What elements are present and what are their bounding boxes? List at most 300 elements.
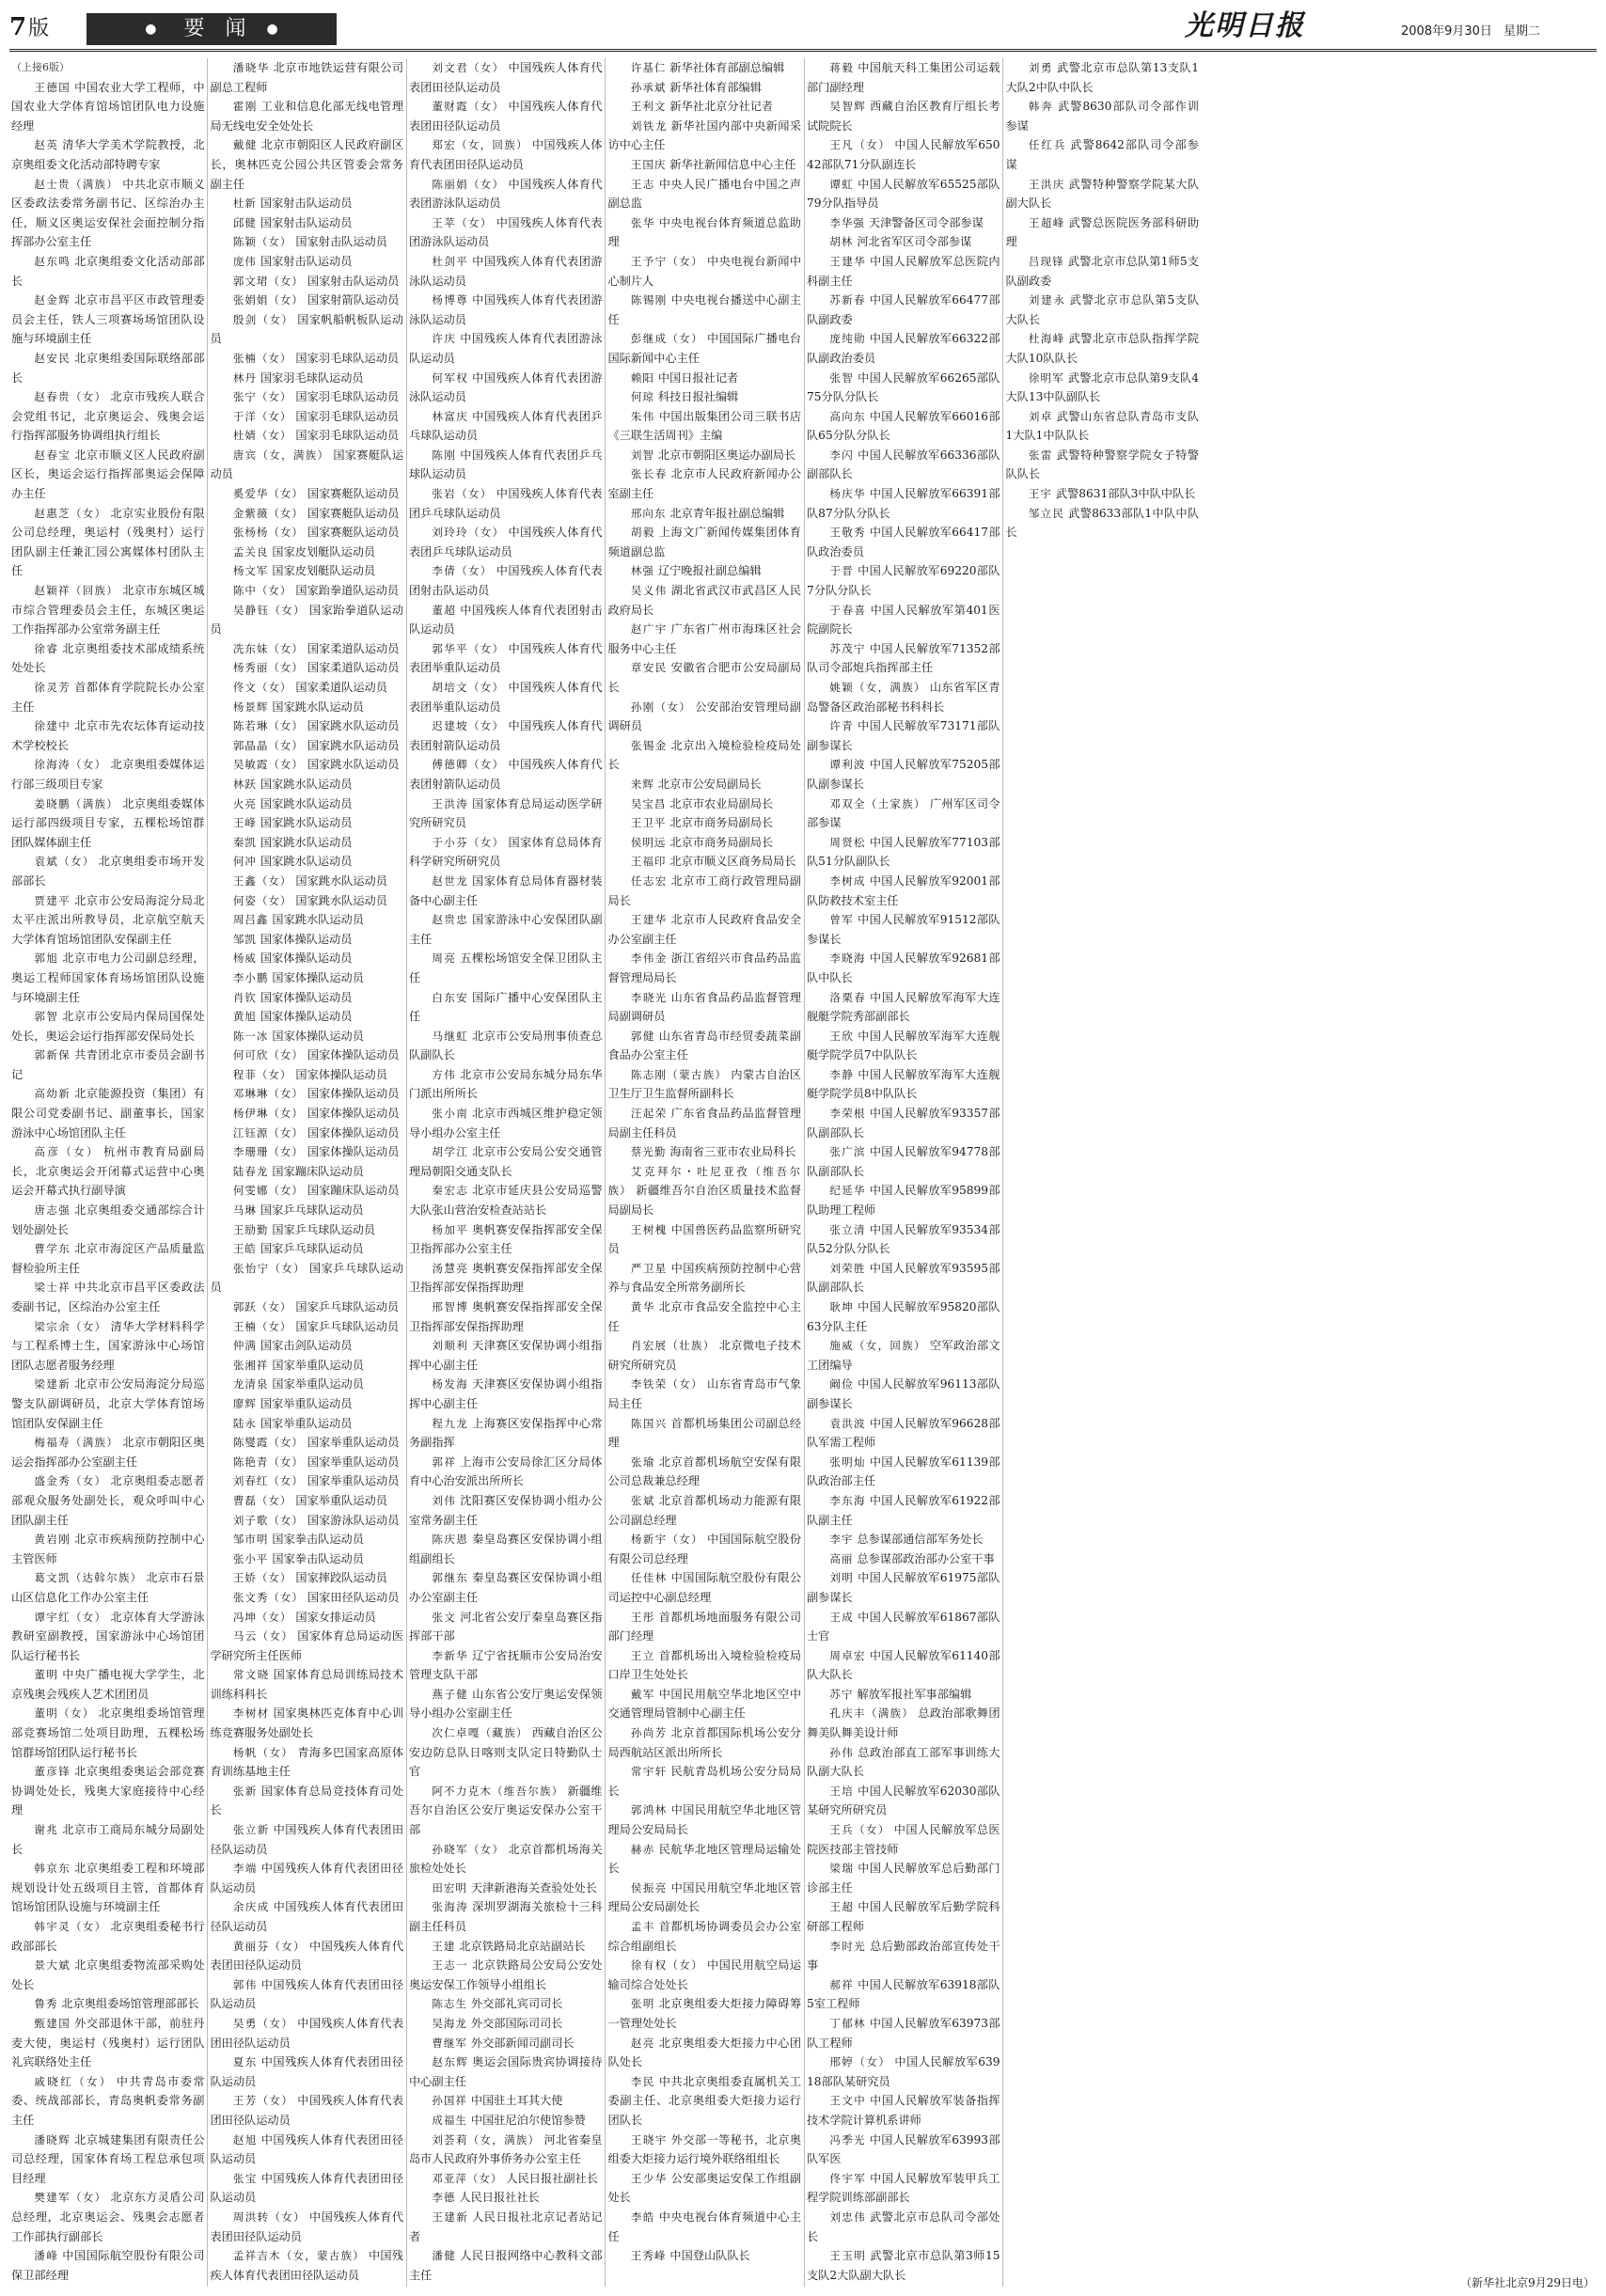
honoree-name: 任志宏 [630, 873, 668, 888]
source-note: （新华社北京9月29日电） [1460, 2276, 1595, 2289]
honoree-name: 董财霞（女） [432, 100, 505, 114]
honoree-position: 国家柔道队运动员 [307, 641, 400, 655]
honoree-entry [211, 1453, 404, 1472]
honoree-entry [211, 1743, 404, 1782]
honoree-name: 杨景辉 [232, 700, 269, 714]
honoree-position: 国家游泳队运动员 [307, 1513, 400, 1527]
honoree-entry [211, 678, 404, 698]
honoree-position: 中国人民解放军61867部队士官 [807, 1610, 1000, 1643]
honoree-position: 北京市海淀区产品质量监督检验所主任 [11, 1242, 205, 1275]
honoree-position: 国家女排运动员 [295, 1610, 376, 1624]
honoree-entry [608, 2034, 802, 2072]
honoree-name: 杜剑平 [432, 254, 469, 268]
honoree-position: 清华大学材料科学与工程系博士生，国家游泳中心场馆团队志愿者服务经理 [11, 1319, 205, 1372]
honoree-entry [409, 58, 603, 97]
honoree-entry [409, 369, 603, 407]
honoree-entry [807, 58, 1000, 97]
honoree-position: 国家举重队运动员 [307, 1436, 400, 1450]
honoree-entry [11, 1956, 205, 1994]
honoree-name: 赖阳 [630, 370, 654, 385]
honoree-name: 林丹 [232, 370, 257, 385]
honoree-entry [211, 272, 404, 291]
honoree-name: 潘健 [432, 2249, 457, 2263]
honoree-position: 北京东方灵盾公司总经理，北京奥运会、残奥会志愿者工作部执行副部长 [11, 2191, 205, 2243]
honoree-name: 常文晓 [232, 1668, 270, 1682]
honoree-name: 邹凯 [232, 932, 257, 946]
honoree-position: 中国残疾人体育代表团田径队运动员 [210, 2094, 404, 2127]
honoree-position: 中共北京市顺义区委政法委常务副书记、区综治办主任，顺义区奥运安保社会面控制分指挥部办公室主任 [11, 177, 205, 249]
honoree-name: 刘荣胜 [829, 1261, 866, 1275]
honoree-entry [409, 755, 603, 794]
honoree-name: 方伟 [432, 1067, 457, 1081]
honoree-entry [409, 1491, 603, 1530]
honoree-name: 高幼新 [34, 1087, 71, 1101]
honoree-position: 清华大学美术学院教授，北京奥组委文化活动部特聘专家 [11, 138, 205, 171]
honoree-entry [608, 1801, 802, 1839]
honoree-entry [608, 1453, 802, 1491]
honoree-name: 张华 [630, 215, 655, 229]
honoree-position: 国家体操队运动员 [260, 932, 353, 946]
honoree-position: 中国人民解放军92001部队防救技术室主任 [807, 873, 1000, 907]
honoree-entry [211, 1201, 404, 1220]
honoree-entry [409, 2091, 603, 2111]
honoree-entry [807, 1859, 1000, 1897]
honoree-name: 谭宇红（女） [34, 1610, 107, 1624]
honoree-entry [807, 1491, 1000, 1530]
honoree-entry [409, 1336, 603, 1375]
honoree-position: 公安部治安管理局副调研员 [607, 700, 802, 733]
honoree-position: 中国民用航空华北地区管理局公安局副处长 [607, 1880, 802, 1914]
honoree-entry [11, 291, 205, 349]
honoree-position: 总参谋部通信部军务处长 [857, 1533, 984, 1547]
honoree-position: 北京市公安局东城分局东华门派出所所长 [409, 1067, 603, 1101]
honoree-position: 中国残疾人体育代表团乒乓球队运动员 [409, 526, 603, 558]
honoree-position: 中国残疾人体育代表团田径队运动员 [210, 1823, 404, 1856]
honoree-name: 阚俭 [829, 1377, 855, 1392]
honoree-name: 殷剑（女） [232, 312, 294, 326]
honoree-entry [608, 581, 802, 620]
honoree-position: 中国人民解放军海军大连舰艇学院学员7中队队长 [807, 1029, 1000, 1062]
honoree-entry [11, 1007, 205, 1046]
honoree-entry [807, 1975, 1000, 2014]
honoree-position: 国家帆船帆板队运动员 [210, 312, 404, 346]
honoree-name: 李华强 [829, 215, 865, 229]
honoree-entry [211, 1897, 404, 1936]
honoree-entry [409, 135, 603, 174]
honoree-entry [608, 1162, 802, 1220]
honoree-entry [11, 2188, 205, 2246]
honoree-entry [409, 1181, 603, 1219]
date-line [1401, 21, 1597, 43]
honoree-position: 国家游泳中心安保团队副主任 [409, 913, 603, 946]
honoree-name: 邹立民 [1028, 506, 1065, 520]
honoree-entry [409, 1220, 603, 1259]
honoree-entry [807, 407, 1000, 446]
honoree-position: 北京奥组委场馆管理部竞赛场馆二处项目助理，五棵松场馆群场馆团队运行秘书长 [11, 1706, 205, 1759]
honoree-entry [807, 988, 1000, 1027]
honoree-position: 中国人民解放军93357部队副部队长 [807, 1107, 1000, 1140]
honoree-position: 国家举重队运动员 [307, 1455, 400, 1469]
honoree-position: 国家举重队运动员 [307, 1474, 400, 1488]
honoree-name: 郭继东 [432, 1571, 469, 1585]
honoree-entry [807, 1549, 1000, 1569]
honoree-position: 中国残疾人体育代表团游泳队运动员 [409, 215, 603, 249]
honoree-name: 李树成 [829, 873, 866, 888]
honoree-position: 广州军区司令部参谋 [807, 796, 1000, 830]
honoree-entry [807, 1530, 1000, 1549]
honoree-position: 山东省青岛市气象局主任 [607, 1377, 802, 1410]
honoree-position: 国际广播中心安保团队主任 [409, 990, 603, 1024]
honoree-entry [211, 1937, 404, 1975]
honoree-position: 中央电视台播送中心副主任 [607, 293, 802, 326]
honoree-name: 潘晓华 [232, 61, 270, 74]
honoree-entry [211, 833, 404, 853]
honoree-name: 王建 [432, 1939, 456, 1953]
honoree-name: 张小南 [432, 1107, 469, 1121]
honoree-name: 张智 [829, 370, 855, 385]
honoree-entry [608, 369, 802, 388]
honoree-position: 国家体操队运动员 [307, 1125, 400, 1140]
honoree-name: 龙清泉 [232, 1377, 269, 1392]
honoree-name: 孙刚（女） [630, 700, 692, 714]
honoree-name: 来辉 [630, 777, 654, 791]
honoree-name: 李闪 [829, 448, 855, 462]
honoree-entry [409, 1956, 603, 1994]
honoree-name: 何军权 [432, 370, 469, 385]
honoree-name: 董明（女） [34, 1706, 95, 1721]
honoree-entry [211, 369, 404, 388]
honoree-name: 杨博尊 [432, 293, 469, 307]
honoree-name: 蒋毅 [829, 61, 855, 74]
honoree-name: 杜新 [232, 197, 257, 211]
honoree-name: 霍刚 [232, 100, 258, 114]
honoree-entry [807, 369, 1000, 407]
honoree-position: 北京市朝阳区人民政府副区长，奥林匹克公园公共区管委会常务副主任 [210, 138, 404, 191]
honoree-name: 赵贵忠 [432, 913, 469, 927]
honoree-entry [409, 2169, 603, 2189]
honoree-position: 北京市公安局海淀分局北太平庄派出所教导员，北京航空航天大学体育馆场馆团队安保副主任 [11, 893, 205, 946]
honoree-entry [11, 1471, 205, 1530]
honoree-position: 中国残疾人体育代表团射击队运动员 [409, 564, 603, 598]
honoree-position: 国家体操队运动员 [260, 951, 353, 966]
honoree-position: 中国人民解放军63918部队5室工程师 [807, 1977, 1000, 2011]
honoree-name: 刘智 [630, 448, 654, 462]
honoree-name: 王予宁（女） [630, 254, 704, 268]
honoree-entry [211, 2246, 404, 2285]
honoree-position: 首都体育学院院长办公室主任 [11, 681, 205, 714]
honoree-name: 李晓海 [829, 951, 866, 966]
honoree-position: 中国人民解放军66265部队75分队分队长 [807, 370, 1000, 404]
honoree-position: 中国人民解放军63973部队工程师 [807, 2016, 1000, 2050]
honoree-position: 国家跳水队运动员 [260, 855, 353, 869]
honoree-entry [11, 1530, 205, 1568]
honoree-name: 李珊珊（女） [232, 1145, 304, 1159]
honoree-position: 国家跳水队运动员 [260, 816, 353, 830]
honoree-position: 中国民用航空华北地区空中交通管理局管制中心副主任 [607, 1687, 802, 1721]
honoree-name: 吴智辉 [829, 100, 867, 114]
honoree-position: 中国农业大学工程师，中国农业大学体育馆场馆团队电力设施经理 [11, 80, 205, 133]
honoree-position: 新华社国内部中央新闻采访中心主任 [607, 118, 802, 152]
honoree-entry [11, 1568, 205, 1607]
honoree-position: 中央电视台新闻中心制片人 [607, 254, 802, 288]
honoree-entry [211, 639, 404, 659]
honoree-name: 王德国 [34, 80, 71, 94]
honoree-name: 徐睿 [34, 641, 59, 655]
honoree-position: 国家乒乓球队运动员 [260, 1242, 364, 1256]
honoree-entry [211, 775, 404, 794]
honoree-position: 国家乒乓球队运动员 [260, 1203, 364, 1218]
honoree-position: 安徽省合肥市公安局副局长 [607, 661, 802, 694]
honoree-position: 国家射击队运动员 [260, 197, 353, 211]
honoree-position: 内蒙古自治区卫生厅卫生监督所副科长 [607, 1067, 802, 1101]
honoree-entry [211, 949, 404, 968]
honoree-entry [608, 2246, 802, 2266]
honoree-name: 庞纯勋 [829, 332, 866, 346]
honoree-entry [409, 1297, 603, 1336]
honoree-entry [409, 716, 603, 755]
honoree-entry [1006, 97, 1200, 135]
honoree-name: 周贤松 [829, 835, 866, 849]
honoree-position: 中国残疾人体育代表团举重队运动员 [409, 641, 603, 675]
honoree-name: 张娟娟（女） [232, 293, 304, 307]
honoree-name: 张锡金 [630, 738, 668, 752]
honoree-position: 中国疾病预防控制中心营养与食品安全所常务副所长 [607, 1261, 802, 1295]
honoree-name: 李树材 [232, 1706, 270, 1721]
honoree-entry [211, 2014, 404, 2052]
honoree-position: 国家羽毛球队运动员 [295, 429, 400, 443]
honoree-name: 江钰源（女） [232, 1125, 304, 1140]
honoree-name: 苏茂宁 [829, 641, 866, 655]
honoree-entry [608, 988, 802, 1027]
honoree-name: 赵广宇 [630, 622, 668, 637]
honoree-entry [608, 872, 802, 910]
honoree-name: 陈颖（女） [232, 235, 292, 249]
honoree-name: 杨文军 [232, 564, 269, 578]
honoree-position: 中国人民解放军71352部队司令部炮兵指挥部主任 [807, 641, 1000, 675]
honoree-name: 周亮 [432, 951, 457, 966]
honoree-entry [211, 1336, 404, 1356]
honoree-position: 中国人民解放军66322部队副政治委员 [807, 332, 1000, 365]
honoree-name: 陈国兴 [630, 1416, 668, 1430]
honoree-name: 李倩（女） [432, 564, 493, 578]
honoree-name: 戚晓红（女） [34, 2074, 113, 2088]
honoree-name: 赵士贵（满族） [34, 177, 119, 191]
honoree-entry [211, 523, 404, 543]
honoree-entry [1006, 291, 1200, 329]
honoree-position: 解放军报社军事部编辑 [857, 1687, 972, 1701]
honoree-entry [608, 833, 802, 853]
honoree-entry [11, 1317, 205, 1376]
honoree-name: 梅福寿（满族） [34, 1436, 119, 1450]
honoree-name: 陈志刚（蒙古族） [630, 1067, 728, 1081]
honoree-entry [1006, 407, 1200, 446]
honoree-name: 张明灿 [829, 1455, 866, 1469]
honoree-name: 梁建新 [34, 1377, 71, 1392]
honoree-entry [211, 1259, 404, 1297]
honoree-name: 张海涛 [432, 1900, 469, 1914]
honoree-position: 北京市电力公司副总经理，奥运工程师国家体育场场馆团队设施与环境副主任 [11, 951, 205, 1004]
honoree-position: 人民日报社社长 [459, 2191, 540, 2205]
honoree-name: 刘铁龙 [630, 118, 668, 133]
honoree-position: 国家体育总局训练局技术训练科科长 [210, 1668, 404, 1701]
honoree-name: 刘子歌（女） [232, 1513, 304, 1527]
honoree-name: 黄丽芬（女） [232, 1939, 307, 1953]
honoree-position: 中国人民解放军63993部队军医 [807, 2132, 1000, 2166]
honoree-name: 吴静钰（女） [232, 603, 307, 617]
honoree-entry [807, 1297, 1000, 1336]
honoree-position: 国家举重队运动员 [260, 1416, 353, 1430]
honoree-entry [409, 2034, 603, 2053]
honoree-position: 公安部奥运安保工作组副处长 [607, 2171, 802, 2205]
honoree-entry [211, 601, 404, 639]
honoree-entry [211, 698, 404, 717]
honoree-name: 李皓 [630, 2210, 655, 2224]
honoree-name: 刘文君（女） [432, 61, 505, 74]
honoree-name: 马继虹 [432, 1029, 469, 1043]
honoree-position: 工业和信息化部无线电管理局无线电安全处处长 [210, 100, 404, 133]
honoree-entry [608, 1608, 802, 1646]
honoree-position: 北京市人民政府食品安全办公室副主任 [607, 913, 802, 946]
honoree-name: 王树槐 [630, 1222, 668, 1236]
honoree-name: 苏新春 [829, 293, 866, 307]
honoree-entry [807, 1027, 1000, 1065]
honoree-entry [608, 813, 802, 833]
honoree-position: 国家跳水队运动员 [260, 777, 353, 791]
honoree-position: 国家体育总局运动医学研究所研究员 [409, 796, 603, 830]
honoree-name: 白东安 [432, 990, 469, 1004]
honoree-position: 武警北京市总队司令部处长 [807, 2210, 1000, 2243]
honoree-position: 武警特种警察学院某大队副大队长 [1005, 177, 1200, 211]
honoree-position: 秦皇岛赛区安保协调小组办公室副主任 [409, 1571, 603, 1604]
honoree-name: 孙伟 [829, 1745, 855, 1759]
honoree-name: 张杨杨（女） [232, 526, 304, 540]
honoree-position: 中国残疾人体育代表团射箭队运动员 [409, 758, 603, 791]
honoree-entry [608, 1879, 802, 1917]
honoree-position: 民航华北地区管理局运输处长 [607, 1842, 802, 1876]
honoree-position: 中国人民解放军95820部队63分队主任 [807, 1300, 1000, 1333]
honoree-entry [608, 78, 802, 98]
honoree-name: 赵亮 [630, 2036, 655, 2050]
honoree-name: 赵安民 [34, 351, 71, 365]
honoree-entry [409, 1994, 603, 2014]
honoree-name: 高丽 [829, 1551, 854, 1565]
honoree-entry [211, 1975, 404, 2014]
honoree-position: 北京市先农坛体育运动技术学校校长 [11, 719, 205, 752]
honoree-entry [11, 1704, 205, 1762]
honoree-position: 武警北京市总队第3师15支队2大队副大队长 [807, 2249, 1000, 2282]
honoree-entry [11, 1375, 205, 1433]
honoree-name: 韩宇灵（女） [34, 1920, 107, 1933]
honoree-entry [211, 930, 404, 950]
honoree-name: 谢兆 [34, 1823, 59, 1837]
honoree-position: 北京奥组委物流部采购处处长 [11, 1958, 205, 1991]
honoree-entry [211, 426, 404, 446]
honoree-position: 中国驻土耳其大使 [470, 2094, 563, 2108]
honoree-entry [211, 1142, 404, 1162]
honoree-name: 孙晓军（女） [432, 1842, 505, 1856]
honoree-name: 王兵（女） [829, 1823, 890, 1837]
honoree-entry [211, 446, 404, 484]
honoree-entry [807, 446, 1000, 484]
honoree-position: 国家赛艇队运动员 [307, 526, 400, 540]
honoree-entry [409, 2131, 603, 2169]
honoree-name: 许基仁 [630, 61, 667, 74]
honoree-entry [608, 1491, 802, 1530]
honoree-name: 刘荟莉（女，满族） [432, 2132, 541, 2147]
honoree-name: 徐明军 [1028, 370, 1064, 385]
honoree-entry [211, 232, 404, 252]
honoree-name: 王峰 [232, 816, 257, 830]
honoree-position: 国家举重队运动员 [295, 1493, 387, 1507]
honoree-position: 武警北京市总队第13支队1大队2中队中队长 [1005, 61, 1200, 94]
honoree-name: 刘伟 [432, 1493, 457, 1507]
honoree-position: 中国人民解放军93595部队副部队长 [807, 1261, 1000, 1295]
honoree-name: 王励勤 [232, 1222, 269, 1236]
honoree-name: 郑宏（女，回族） [432, 138, 528, 152]
honoree-position: 北京实业股份有限公司总经理，奥运村（残奥村）运行团队副主任兼汇园公寓媒体村团队主任 [11, 506, 205, 578]
honoree-position: 中国人民解放军总后勤部门诊部主任 [807, 1862, 1000, 1895]
honoree-entry [211, 252, 404, 272]
honoree-position: 国家体操队运动员 [307, 1087, 400, 1101]
honoree-position: 国家柔道队运动员 [295, 681, 387, 694]
honoree-name: 谭虹 [829, 177, 855, 191]
honoree-entry [409, 484, 603, 523]
honoree-name: 王苹（女） [432, 215, 493, 229]
honoree-position: 天津新港海关查验处处长 [470, 1880, 597, 1895]
honoree-name: 胡培文（女） [432, 681, 505, 694]
honoree-position: 中央电视台体育频道中心主任 [607, 2210, 802, 2243]
honoree-name: 孙尚芳 [630, 1726, 668, 1740]
honoree-position: 北京奥组委文化活动部部长 [11, 254, 205, 288]
honoree-name: 王玉明 [829, 2249, 867, 2263]
honoree-entry [211, 1084, 404, 1104]
honoree-position: 中国人民解放军第401医院副院长 [807, 603, 1000, 637]
honoree-entry [807, 1336, 1000, 1375]
honoree-entry [608, 794, 802, 814]
honoree-entry [211, 291, 404, 310]
honoree-name: 李时光 [829, 1939, 867, 1953]
honoree-position: 奥帆赛安保指挥部安全保卫指挥部安保指挥助理 [409, 1261, 603, 1295]
honoree-name: 郝祥 [829, 1977, 855, 1991]
honoree-name: 火亮 [232, 796, 257, 810]
honoree-entry [608, 1259, 802, 1297]
honoree-entry [807, 1453, 1000, 1491]
honoree-position: 武警北京市总队第1师5支队副政委 [1005, 254, 1200, 288]
honoree-name: 冯季光 [829, 2132, 866, 2147]
honoree-entry [409, 329, 603, 368]
honoree-name: 余庆成 [232, 1900, 270, 1914]
honoree-name: 梁瑞 [829, 1862, 855, 1876]
honoree-name: 林跃 [232, 777, 257, 791]
honoree-entry [11, 891, 205, 950]
honoree-position: 国家拳击队运动员 [272, 1533, 364, 1547]
honoree-name: 任佳林 [630, 1571, 668, 1585]
honoree-position: 国家跳水队运动员 [307, 738, 400, 752]
honoree-name: 张新 [232, 1784, 258, 1798]
honoree-entry [211, 852, 404, 872]
honoree-name: 陈燮霞（女） [232, 1436, 304, 1450]
honoree-name: 阿不力克木（维吾尔族） [432, 1784, 564, 1798]
honoree-name: 李荣根 [829, 1107, 866, 1121]
honoree-name: 陈志生 [432, 1997, 467, 2011]
honoree-position: 武警8633部队1中队中队长 [1005, 506, 1200, 540]
honoree-name: 汤慧亮 [432, 1261, 469, 1275]
honoree-name: 赵东鸣 [34, 254, 71, 268]
honoree-name: 王志 [630, 177, 655, 191]
honoree-name: 潘峰 [34, 2249, 59, 2263]
honoree-entry [211, 1065, 404, 1085]
honoree-name: 孔庆丰（满族） [829, 1706, 915, 1721]
